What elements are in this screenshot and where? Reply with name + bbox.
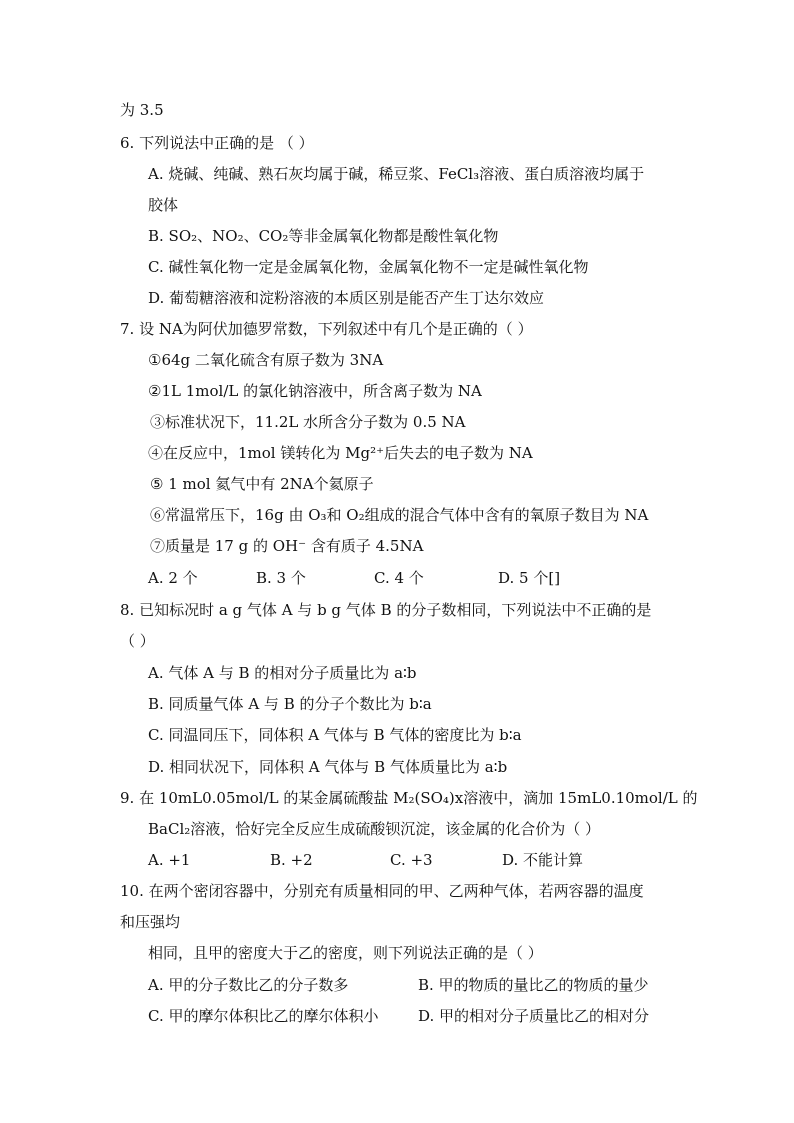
q9-option-b: B. +2 — [270, 851, 313, 869]
q10-options-row2 — [148, 1006, 649, 1026]
q8-option-b: B. 同质量气体 A 与 B 的分子个数比为 b∶a — [148, 695, 432, 713]
q10-option-a: A. 甲的分子数比乙的分子数多 — [148, 976, 349, 994]
question-7: 7. 设 NA为阿伏加德罗常数，下列叙述中有几个是正确的（ ） — [120, 320, 533, 338]
q7-item-2: ②1L 1mol/L 的氯化钠溶液中，所含离子数为 NA — [148, 382, 482, 400]
question-9: 9. 在 10mL0.05mol/L 的某金属硫酸盐 M₂(SO₄)x溶液中，滴加 15mL0.10mol/L 的 — [120, 789, 698, 807]
q6-option-a-cont: 胶体 — [148, 196, 179, 214]
question-6: 6. 下列说法中正确的是 （ ） — [120, 134, 314, 152]
q7-options — [148, 568, 560, 588]
q9-option-a: A. +1 — [148, 851, 191, 869]
text-line: 为 3.5 — [120, 101, 164, 119]
question-8: 8. 已知标况时 a g 气体 A 与 b g 气体 B 的分子数相同，下列说法中不正确的是 — [120, 601, 652, 619]
q7-option-c: C. 4 个 — [374, 569, 424, 587]
question-8-cont: （ ） — [120, 632, 155, 650]
q7-option-a: A. 2 个 — [148, 569, 198, 587]
question-10: 10. 在两个密闭容器中，分别充有质量相同的甲、乙两种气体，若两容器的温度 — [120, 882, 644, 900]
q6-option-d: D. 葡萄糖溶液和淀粉溶液的本质区别是能否产生丁达尔效应 — [148, 289, 545, 307]
q10-option-d: D. 甲的相对分子质量比乙的相对分 — [418, 1007, 650, 1025]
q10-option-c: C. 甲的摩尔体积比乙的摩尔体积小 — [148, 1007, 379, 1025]
q9-option-d: D. 不能计算 — [502, 851, 584, 869]
q7-option-d: D. 5 个[] — [498, 569, 561, 587]
q7-item-7: ⑦质量是 17 g 的 OH⁻ 含有质子 4.5NA — [150, 537, 424, 555]
q10-options-row1 — [148, 975, 649, 995]
q9-options — [148, 850, 583, 870]
q7-item-6: ⑥常温常压下，16g 由 O₃和 O₂组成的混合气体中含有的氧原子数目为 NA — [150, 506, 649, 524]
q6-option-b: B. SO₂、NO₂、CO₂等非金属氧化物都是酸性氧化物 — [148, 227, 499, 245]
q7-item-4: ④在反应中，1mol 镁转化为 Mg²⁺后失去的电子数为 NA — [148, 444, 533, 462]
q6-option-c: C. 碱性氧化物一定是金属氧化物，金属氧化物不一定是碱性氧化物 — [148, 258, 589, 276]
q9-option-c: C. +3 — [390, 851, 433, 869]
q8-option-c: C. 同温同压下，同体积 A 气体与 B 气体的密度比为 b∶a — [148, 726, 522, 744]
q7-item-5: ⑤ 1 mol 氦气中有 2NA个氦原子 — [150, 475, 374, 493]
q7-item-1: ①64g 二氧化硫含有原子数为 3NA — [148, 351, 384, 369]
q8-option-a: A. 气体 A 与 B 的相对分子质量比为 a∶b — [148, 664, 417, 682]
q6-option-a: A. 烧碱、纯碱、熟石灰均属于碱，稀豆浆、FeCl₃溶液、蛋白质溶液均属于 — [148, 165, 645, 183]
q8-option-d: D. 相同状况下，同体积 A 气体与 B 气体质量比为 a∶b — [148, 758, 508, 776]
q7-item-3: ③标准状况下，11.2L 水所含分子数为 0.5 NA — [150, 413, 466, 431]
question-9-cont: BaCl₂溶液，恰好完全反应生成硫酸钡沉淀，该金属的化合价为（ ） — [148, 820, 601, 838]
q7-option-b: B. 3 个 — [256, 569, 306, 587]
q10-option-b: B. 甲的物质的量比乙的物质的量少 — [418, 976, 649, 994]
question-10-cont: 和压强均 — [120, 913, 181, 931]
question-10-cont2: 相同，且甲的密度大于乙的密度，则下列说法正确的是（ ） — [148, 944, 543, 962]
